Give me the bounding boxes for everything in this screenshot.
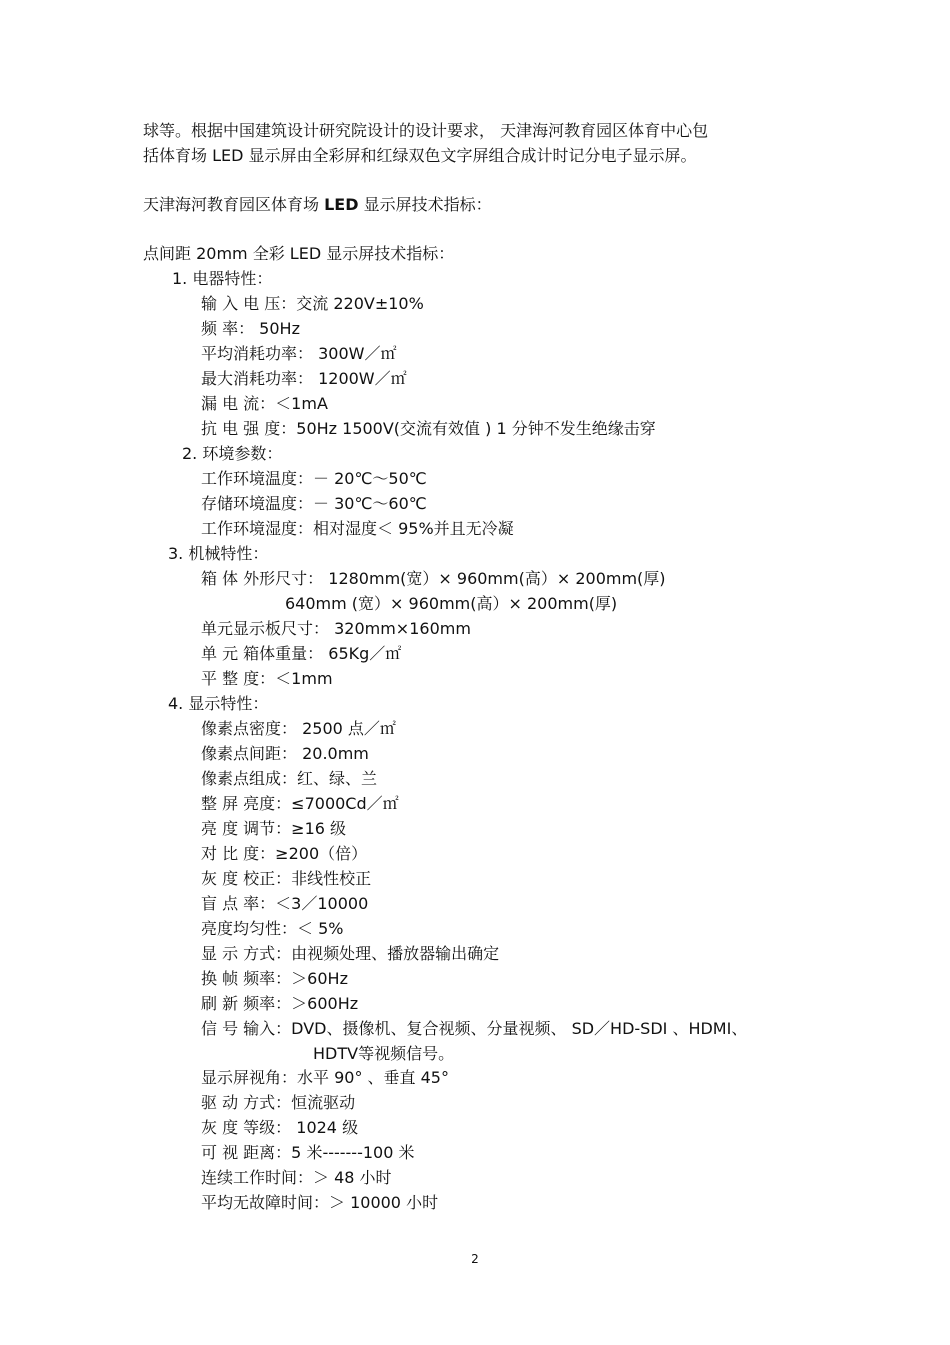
sec4-item: 亮度均匀性：＜ 5% [201, 919, 344, 938]
sec3-item: 平 整 度：＜1mm [201, 669, 333, 688]
sec4-item: 换 帧 频率：＞60Hz [201, 969, 348, 988]
sec1-item: 最大消耗功率： 1200W／㎡ [201, 369, 407, 388]
sec4-item: 对 比 度：≥200（倍） [201, 844, 368, 863]
sec4-item: 驱 动 方式：恒流驱动 [201, 1093, 356, 1112]
sec1-title: 1. 电器特性： [172, 269, 273, 288]
page-number: 2 [471, 1252, 479, 1266]
sec3-item: 箱 体 外形尺寸： 1280mm(宽）× 960mm(高）× 200mm(厚) [201, 569, 666, 588]
sec3-item: 640mm (宽）× 960mm(高）× 200mm(厚) [285, 594, 618, 613]
intro-line-2: 括体育场 LED 显示屏由全彩屏和红绿双色文字屏组合成计时记分电子显示屏。 [143, 146, 697, 165]
sec4-item: 灰 度 等级： 1024 级 [201, 1118, 359, 1137]
sec1-item: 漏 电 流：＜1mA [201, 394, 328, 413]
sec4-item: 像素点组成：红、绿、兰 [201, 769, 378, 788]
heading-led: LED [324, 195, 359, 214]
sec2-item: 工作环境温度：－ 20℃～50℃ [201, 469, 427, 488]
sec4-item: 整 屏 亮度：≤7000Cd／㎡ [201, 794, 399, 813]
sec4-item: 信 号 输入：DVD、摄像机、复合视频、分量视频、 SD／HD-SDI 、HDMI、 [201, 1019, 748, 1038]
sec1-item: 平均消耗功率： 300W／㎡ [201, 344, 397, 363]
intro-line-1: 球等。根据中国建筑设计研究院设计的设计要求， 天津海河教育园区体育中心包 [143, 121, 709, 140]
sec4-item: 显示屏视角：水平 90° 、垂直 45° [201, 1068, 449, 1087]
sec3-title: 3. 机械特性： [168, 544, 269, 563]
sec4-item: 平均无故障时间：＞ 10000 小时 [201, 1193, 439, 1212]
subheading: 点间距 20mm 全彩 LED 显示屏技术指标： [143, 244, 455, 263]
sec3-item: 单元显示板尺寸： 320mm×160mm [201, 619, 471, 638]
sec1-item: 频 率： 50Hz [201, 319, 300, 338]
sec1-item: 抗 电 强 度：50Hz 1500V(交流有效值 ) 1 分钟不发生绝缘击穿 [201, 419, 656, 438]
sec1-item: 输 入 电 压：交流 220V±10% [201, 294, 424, 313]
sec4-item: 刷 新 频率：＞600Hz [201, 994, 359, 1013]
heading-post: 显示屏技术指标： [358, 195, 492, 214]
sec4-item: 亮 度 调节：≥16 级 [201, 819, 347, 838]
section-heading [143, 195, 492, 215]
sec2-title: 2. 环境参数： [182, 444, 283, 463]
sec4-item: 可 视 距离：5 米-------100 米 [201, 1143, 415, 1162]
sec4-item: HDTV等视频信号。 [313, 1044, 455, 1063]
sec4-item: 像素点密度： 2500 点／㎡ [201, 719, 396, 738]
sec4-item: 盲 点 率：＜3／10000 [201, 894, 369, 913]
sec2-item: 存储环境温度：－ 30℃～60℃ [201, 494, 427, 513]
sec4-item: 灰 度 校正：非线性校正 [201, 869, 372, 888]
sec4-item: 连续工作时间：＞ 48 小时 [201, 1168, 392, 1187]
sec3-item: 单 元 箱体重量： 65Kg／㎡ [201, 644, 402, 663]
sec2-item: 工作环境湿度：相对湿度＜ 95%并且无冷凝 [201, 519, 514, 538]
sec4-title: 4. 显示特性： [168, 694, 269, 713]
heading-pre: 天津海河教育园区体育场 [143, 195, 325, 214]
sec4-item: 像素点间距： 20.0mm [201, 744, 369, 763]
sec4-item: 显 示 方式：由视频处理、播放器输出确定 [201, 944, 500, 963]
